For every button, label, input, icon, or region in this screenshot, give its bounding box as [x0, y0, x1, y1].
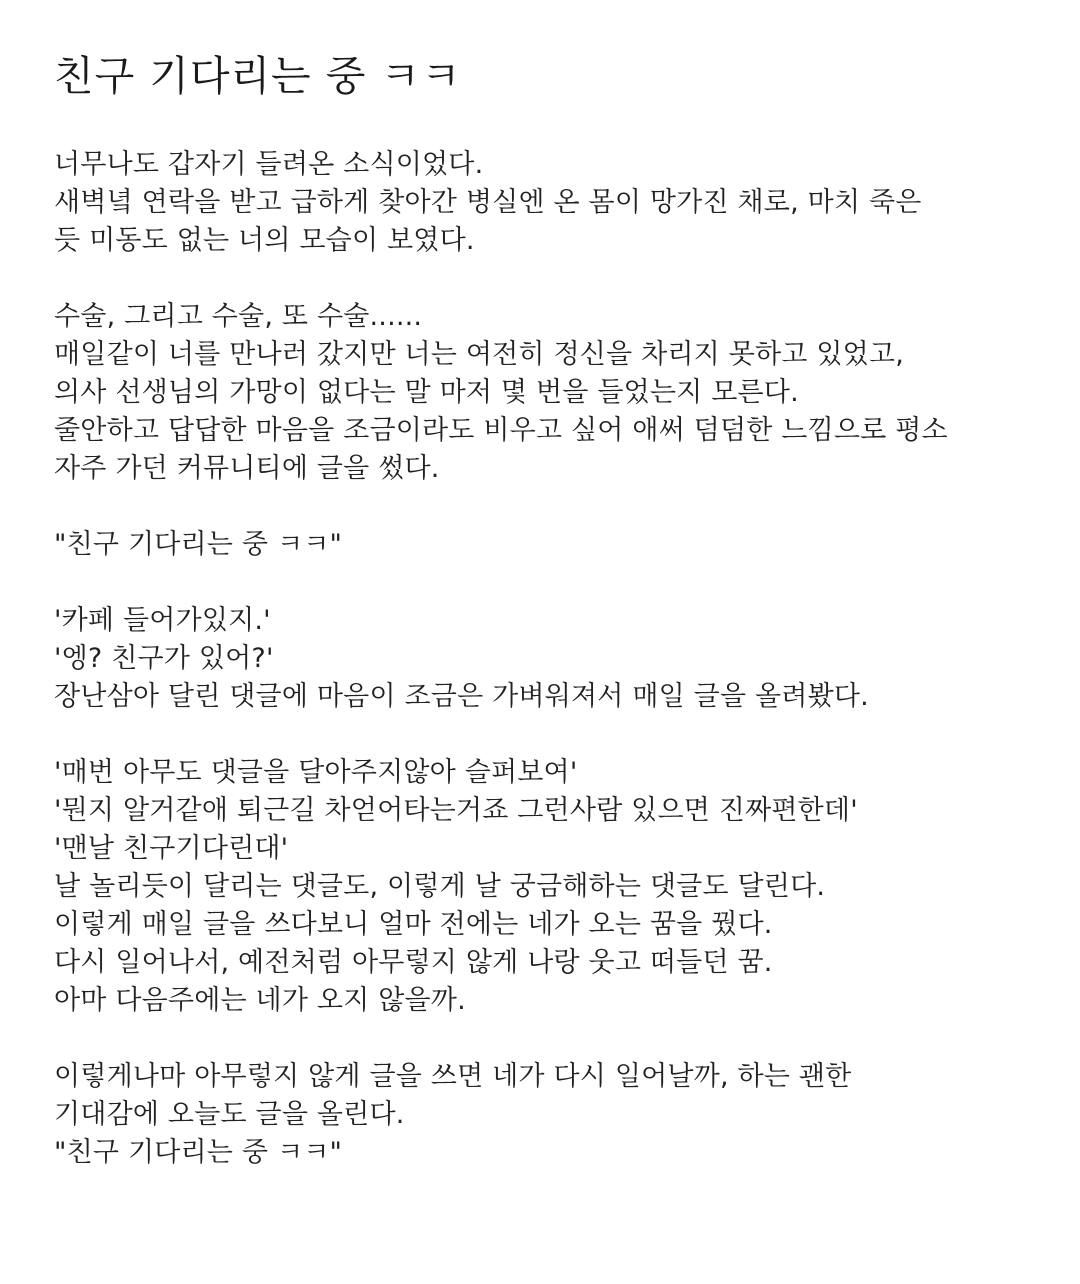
text-line: '맨날 친구기다린대' — [54, 833, 289, 864]
text-line: 수술, 그리고 수술, 또 수술...... — [54, 301, 423, 332]
text-line: 아마 다음주에는 네가 오지 않을까. — [54, 985, 466, 1016]
paragraph — [54, 1058, 1040, 1172]
paragraph — [54, 602, 1040, 716]
text-line: 너무나도 갑자기 들려온 소식이었다. — [54, 149, 484, 180]
text-line: 줄안하고 답답한 마음을 조금이라도 비우고 싶어 애써 덤덤한 느낌으로 평소 — [54, 415, 948, 446]
text-line: '엥? 친구가 있어?' — [54, 643, 274, 674]
paragraph — [54, 146, 1040, 260]
post-title: 친구 기다리는 중 ㅋㅋ — [54, 52, 462, 100]
text-line: "친구 기다리는 중 ㅋㅋ" — [54, 1137, 343, 1168]
text-line: 이렇게나마 아무렇지 않게 글을 쓰면 네가 다시 일어날까, 하는 괜한 — [54, 1061, 852, 1092]
text-line: 장난삼아 달린 댓글에 마음이 조금은 가벼워져서 매일 글을 올려봤다. — [54, 681, 869, 712]
text-line: 이렇게 매일 글을 쓰다보니 얼마 전에는 네가 오는 꿈을 꿨다. — [54, 909, 773, 940]
text-line: '카페 들어가있지.' — [54, 605, 271, 636]
text-line: 자주 가던 커뮤니티에 글을 썼다. — [54, 453, 440, 484]
paragraph — [54, 298, 1040, 488]
text-line: '매번 아무도 댓글을 달아주지않아 슬퍼보여' — [54, 757, 578, 788]
text-line: "친구 기다리는 중 ㅋㅋ" — [54, 529, 343, 560]
text-line: 날 놀리듯이 달리는 댓글도, 이렇게 날 궁금해하는 댓글도 달린다. — [54, 871, 826, 902]
text-line: 기대감에 오늘도 글을 올린다. — [54, 1099, 405, 1130]
text-line: '뭔지 알거같애 퇴근길 차얻어타는거죠 그런사람 있으면 진짜편한데' — [54, 795, 858, 826]
text-line: 의사 선생님의 가망이 없다는 말 마저 몇 번을 들었는지 모른다. — [54, 377, 799, 408]
post-body — [54, 146, 1040, 1172]
text-line: 새벽녘 연락을 받고 급하게 찾아간 병실엔 온 몸이 망가진 채로, 마치 죽은 — [54, 187, 922, 218]
text-line: 다시 일어나서, 예전처럼 아무렇지 않게 나랑 웃고 떠들던 꿈. — [54, 947, 773, 978]
text-line: 매일같이 너를 만나러 갔지만 너는 여전히 정신을 차리지 못하고 있었고, — [54, 339, 905, 370]
paragraph — [54, 754, 1040, 1020]
paragraph — [54, 526, 1040, 564]
text-line: 듯 미동도 없는 너의 모습이 보였다. — [54, 225, 475, 256]
